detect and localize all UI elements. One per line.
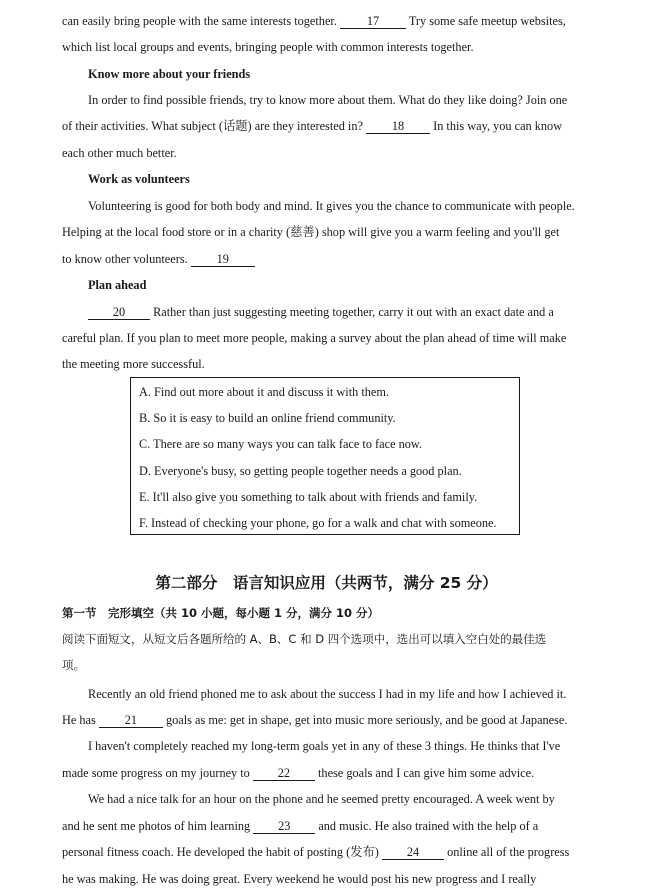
text: to know other volunteers. <box>62 252 188 266</box>
passage-line <box>62 844 569 860</box>
text: and music. He also trained with the help of a <box>318 819 539 833</box>
text: He has <box>62 713 96 727</box>
subheading-volunteers: Work as volunteers <box>88 172 190 186</box>
blank-24[interactable]: 24 <box>382 846 444 860</box>
passage-line <box>62 712 567 728</box>
instructions-line: 项。 <box>62 658 85 672</box>
passage-line <box>62 251 255 267</box>
option-d[interactable]: D. Everyone's busy, so getting people together needs a good plan. <box>139 464 462 478</box>
instructions-line: 阅读下面短文，从短文后各题所给的 A、B、C 和 D 四个选项中，选出可以填入空白处的最佳选 <box>62 632 547 646</box>
blank-22[interactable]: 22 <box>253 767 315 781</box>
text: can easily bring people with the same interests together. <box>62 14 337 28</box>
passage-line: each other much better. <box>62 146 177 160</box>
passage-line <box>62 118 562 134</box>
passage-line <box>62 13 566 29</box>
text: of their activities. What subject (话题) are they interested in? <box>62 119 363 133</box>
passage-line <box>62 765 534 781</box>
passage-line: Helping at the local food store or in a charity (慈善) shop will give you a warm feeling and you'll get <box>62 225 560 239</box>
passage-line: Volunteering is good for both body and mind. It gives you the chance to communicate with people. <box>88 199 575 213</box>
option-e[interactable]: E. It'll also give you something to talk about with friends and family. <box>139 490 478 504</box>
passage-line: In order to find possible friends, try to know more about them. What do they like doing? Join one <box>88 93 568 107</box>
options-box <box>130 377 520 535</box>
text: In this way, you can know <box>433 119 563 133</box>
passage-line: We had a nice talk for an hour on the phone and he seemed pretty encouraged. A week went by <box>88 792 555 806</box>
text: Try some safe meetup websites, <box>408 14 566 28</box>
passage-line: which list local groups and events, bringing people with common interests together. <box>62 40 474 54</box>
subheading-plan-ahead: Plan ahead <box>88 278 147 292</box>
blank-17[interactable]: 17 <box>340 15 406 29</box>
blank-19[interactable]: 19 <box>191 253 255 267</box>
blank-18[interactable]: 18 <box>366 120 430 134</box>
blank-20[interactable]: 20 <box>88 306 150 320</box>
text: goals as me: get in shape, get into music more seriously, and be good at Japanese. <box>165 713 568 727</box>
option-c[interactable]: C. There are so many ways you can talk face to face now. <box>139 437 423 451</box>
passage-line <box>62 818 538 834</box>
text: online all of the progress <box>447 845 570 859</box>
blank-21[interactable]: 21 <box>99 714 163 728</box>
text: personal fitness coach. He developed the habit of posting (发布) <box>62 845 379 859</box>
passage-line: Recently an old friend phoned me to ask about the success I had in my life and how I achieved it. <box>88 687 567 701</box>
option-f[interactable]: F. Instead of checking your phone, go for a walk and chat with someone. <box>139 516 497 530</box>
passage-line: I haven't completely reached my long-term goals yet in any of these 3 things. He thinks that I've <box>88 739 561 753</box>
section-title: 第一节 完形填空（共 10 小题，每小题 1 分，满分 10 分） <box>62 606 380 620</box>
subheading-know-friends: Know more about your friends <box>88 67 251 81</box>
option-a[interactable]: A. Find out more about it and discuss it with them. <box>139 385 390 399</box>
text: Rather than just suggesting meeting together, carry it out with an exact date and a <box>153 305 554 319</box>
blank-23[interactable]: 23 <box>253 820 315 834</box>
option-b[interactable]: B. So it is easy to build an online friend community. <box>139 411 396 425</box>
text: and he sent me photos of him learning <box>62 819 251 833</box>
passage-line: he was making. He was doing great. Every weekend he would post his new progress and I really <box>62 872 537 886</box>
text: made some progress on my journey to <box>62 766 250 780</box>
passage-line <box>88 304 554 320</box>
part-title: 第二部分 语言知识应用（共两节，满分 25 分） <box>155 574 498 592</box>
passage-line: careful plan. If you plan to meet more people, making a survey about the plan ahead of time will make <box>62 331 567 345</box>
passage-line: the meeting more successful. <box>62 357 205 371</box>
text: these goals and I can give him some advice. <box>318 766 535 780</box>
